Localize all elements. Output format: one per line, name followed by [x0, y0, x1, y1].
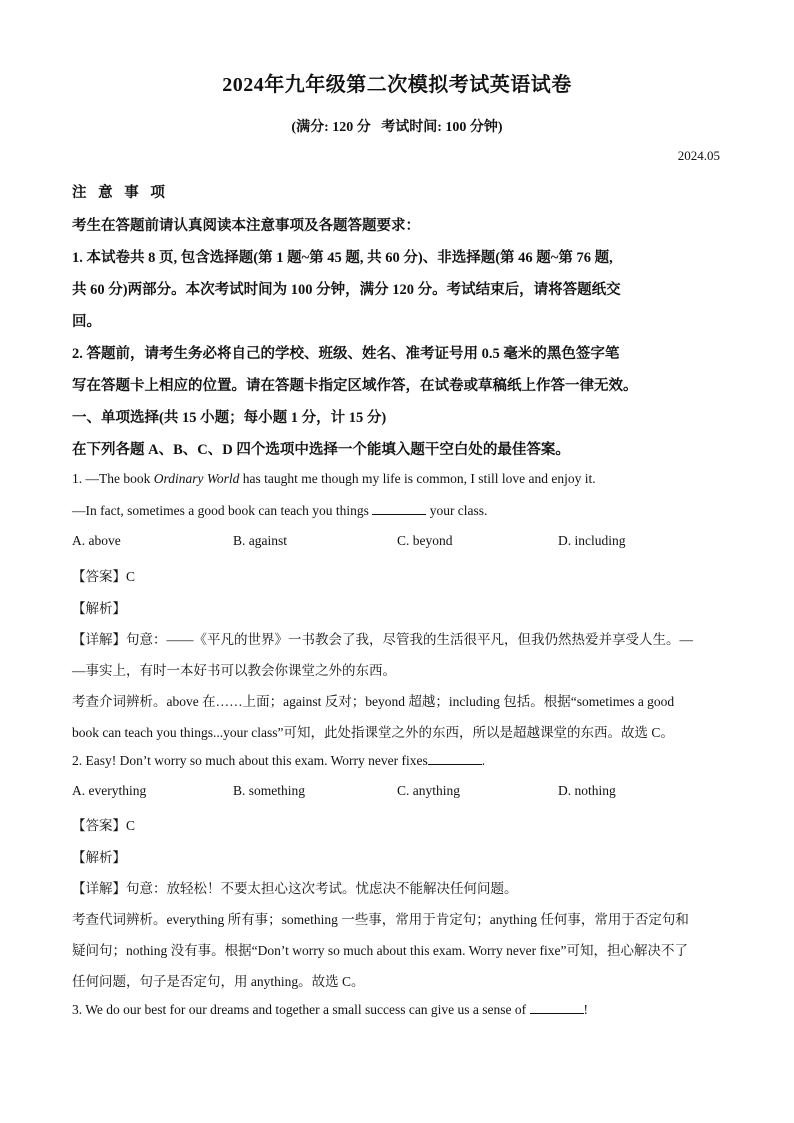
- q1-detail-line1: [72, 628, 722, 648]
- q2-answer-tag: 【答案】: [72, 818, 126, 833]
- notice-intro: 考生在答题前请认真阅读本注意事项及各题答题要求：: [72, 218, 420, 234]
- section1-title: 一、单项选择(共 15 小题；每小题 1 分，计 15 分): [72, 410, 387, 426]
- exam-subtitle: (满分: 120 分 考试时间: 100 分钟): [291, 120, 503, 135]
- q3-stem-pre: 3. We do our best for our dreams and together a small success can give us a sense of: [72, 1002, 530, 1017]
- exam-title: 2024年九年级第二次模拟考试英语试卷: [222, 74, 572, 96]
- q2-blank: [428, 752, 482, 765]
- q1-option-a: A. above: [72, 533, 121, 548]
- section1-instruction: 在下列各题 A、B、C、D 四个选项中选择一个能填入题干空白处的最佳答案。: [72, 442, 570, 458]
- notice-item1-line1: 1. 本试卷共 8 页, 包含选择题(第 1 题~第 45 题, 共 60 分)、非选择题(第 46 题~第 76 题,: [72, 250, 613, 266]
- notice-item2-line1: 2. 答题前，请考生务必将自己的学校、班级、姓名、准考证号用 0.5 毫米的黑色签字笔: [72, 346, 620, 362]
- q1-stem-line2: [72, 502, 722, 519]
- notice-item1-line3: 回。: [72, 314, 101, 330]
- q1-blank: [372, 502, 426, 515]
- q2-detail-text1: 句意：放轻松！不要太担心这次考试。忧虑决不能解决任何问题。: [126, 881, 518, 896]
- q1-detail-line2: —事实上，有时一本好书可以教会你课堂之外的东西。: [72, 663, 396, 678]
- q2-detail-line1: [72, 877, 722, 897]
- q2-option-a: A. everything: [72, 783, 147, 798]
- q2-explain-line3: 任何问题，句子是否定句，用 anything。故选 C。: [72, 974, 365, 989]
- q1-line2-pre: —In fact, sometimes a good book can teach you things: [72, 503, 373, 518]
- q3-stem-post: !: [583, 1002, 589, 1017]
- q1-stem-line1: [72, 471, 722, 487]
- q1-option-d: D. including: [558, 533, 626, 548]
- q2-option-d: D. nothing: [558, 783, 616, 798]
- q1-option-b: B. against: [233, 533, 287, 548]
- q3-blank: [530, 1001, 584, 1014]
- q1-answer: [72, 565, 722, 585]
- q1-stem-post: has taught me though my life is common, I still love and enjoy it.: [239, 471, 596, 486]
- q2-stem-post: .: [481, 753, 486, 768]
- q1-explain-line1: 考查介词辨析。above 在……上面；against 反对；beyond 超越；including 包括。根据“sometimes a good: [72, 694, 675, 709]
- notice-item2-line2: 写在答题卡上相应的位置。请在答题卡指定区域作答，在试卷或草稿纸上作答一律无效。: [72, 378, 638, 394]
- q2-answer-value: C: [126, 818, 136, 833]
- q2-stem-line1: [72, 752, 722, 769]
- q2-option-b: B. something: [233, 783, 306, 798]
- q2-explain-line2: 疑问句；nothing 没有事。根据“Don’t worry so much about this exam. Worry never fixe”可知，担心解决不了: [72, 943, 688, 958]
- q2-stem-pre: 2. Easy! Don’t worry so much about this exam. Worry never fixes: [72, 753, 428, 768]
- q2-analysis-tag: 【解析】: [72, 850, 126, 865]
- notice-item1-line2: 共 60 分)两部分。本次考试时间为 100 分钟，满分 120 分。考试结束后，请将答题纸交: [72, 282, 621, 298]
- q1-option-c: C. beyond: [397, 533, 453, 548]
- q1-line2-post: your class.: [426, 503, 488, 518]
- q3-stem-line1: [72, 1001, 722, 1018]
- q1-explain-line2: book can teach you things...your class”可知，此处指课堂之外的东西，所以是超越课堂的东西。故选 C。: [72, 725, 674, 740]
- q2-detail-tag: 【详解】: [72, 881, 126, 896]
- q1-detail-tag: 【详解】: [72, 632, 126, 647]
- q1-answer-value: C: [126, 569, 136, 584]
- q2-explain-line1: 考查代词辨析。everything 所有事；something 一些事，常用于肯定句；anything 任何事，常用于否定句和: [72, 912, 689, 927]
- q1-answer-tag: 【答案】: [72, 569, 126, 584]
- q1-detail-text1: 句意：——《平凡的世界》一书教会了我，尽管我的生活很平凡，但我仍然热爱并享受人生。—: [126, 632, 693, 647]
- exam-date: 2024.05: [677, 148, 720, 163]
- q1-analysis-tag: 【解析】: [72, 601, 126, 616]
- q2-answer: [72, 814, 722, 834]
- q1-book-title: Ordinary World: [153, 471, 240, 486]
- q2-option-c: C. anything: [397, 783, 460, 798]
- notice-heading: 注 意 事 项: [72, 185, 169, 201]
- q1-stem-pre: 1. —The book: [72, 471, 154, 486]
